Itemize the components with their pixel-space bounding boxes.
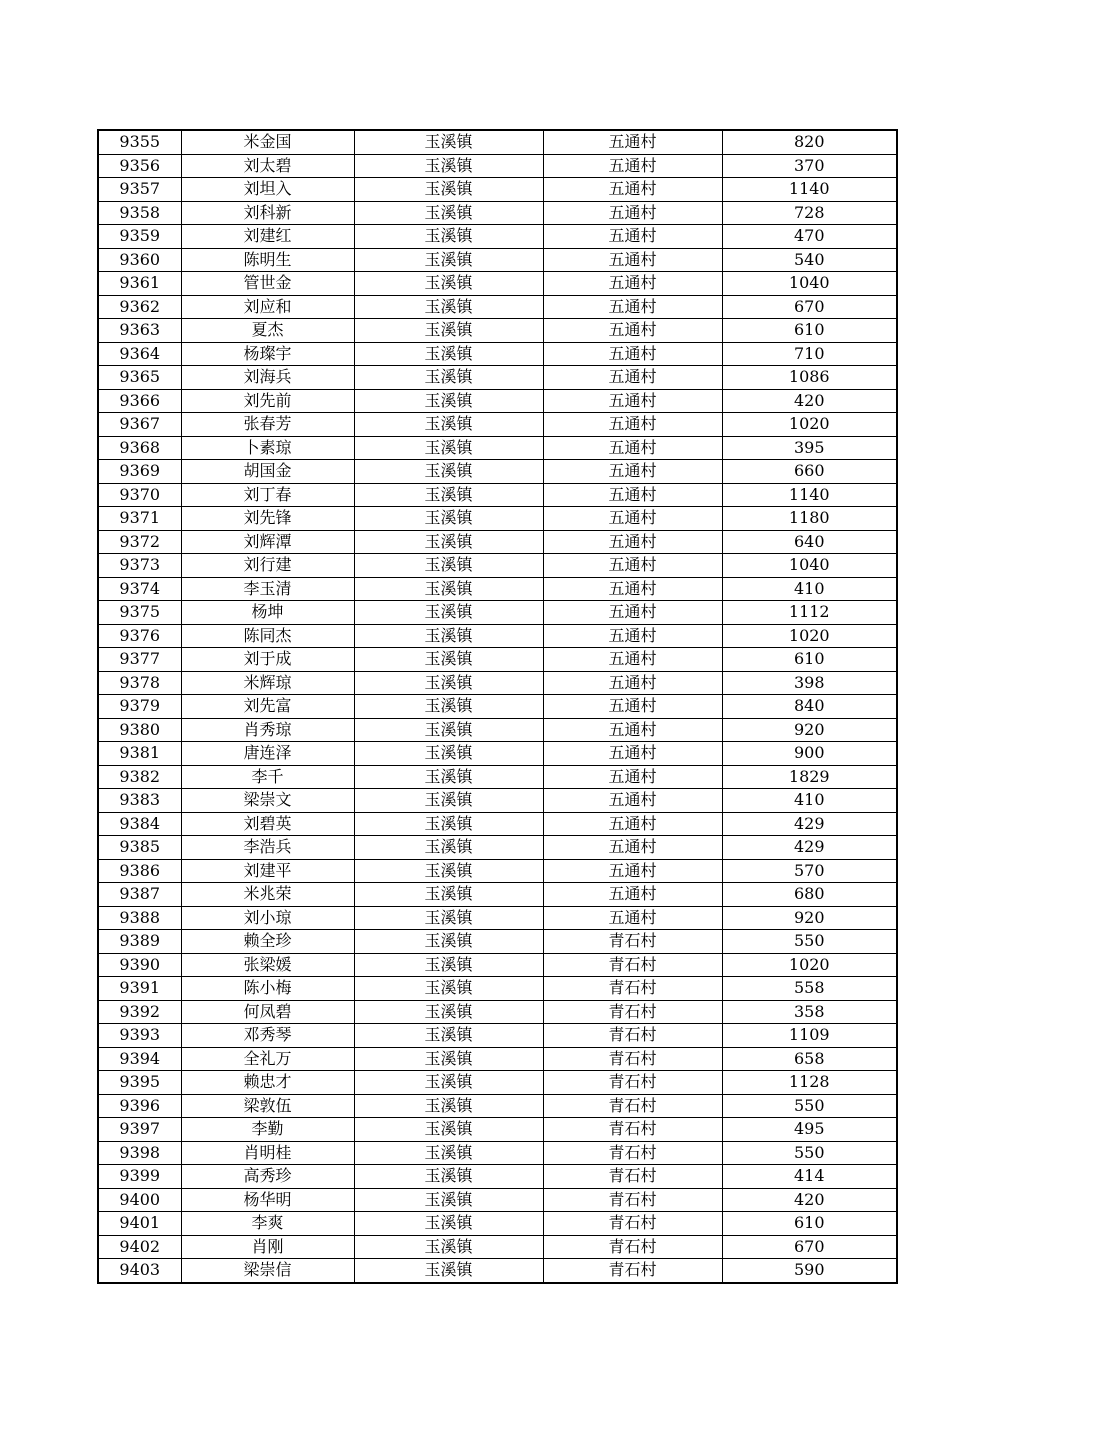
name-cell: 杨璨宇 (181, 342, 354, 366)
village-cell: 五通村 (543, 648, 722, 672)
village-cell: 青石村 (543, 953, 722, 977)
table-row (98, 977, 897, 1001)
serial-number-cell: 9369 (98, 460, 181, 484)
village-cell: 五通村 (543, 671, 722, 695)
table-row (98, 178, 897, 202)
serial-number-cell: 9368 (98, 436, 181, 460)
town-cell: 玉溪镇 (354, 530, 543, 554)
village-cell: 青石村 (543, 1212, 722, 1236)
village-cell: 五通村 (543, 554, 722, 578)
village-cell: 五通村 (543, 225, 722, 249)
name-cell: 刘应和 (181, 295, 354, 319)
serial-number-cell: 9372 (98, 530, 181, 554)
town-cell: 玉溪镇 (354, 859, 543, 883)
name-cell: 刘建平 (181, 859, 354, 883)
table-row (98, 1071, 897, 1095)
serial-number-cell: 9386 (98, 859, 181, 883)
name-cell: 李玉清 (181, 577, 354, 601)
amount-cell: 900 (722, 742, 897, 766)
village-cell: 五通村 (543, 201, 722, 225)
name-cell: 刘辉潭 (181, 530, 354, 554)
table-row (98, 765, 897, 789)
town-cell: 玉溪镇 (354, 836, 543, 860)
name-cell: 李爽 (181, 1212, 354, 1236)
town-cell: 玉溪镇 (354, 460, 543, 484)
amount-cell: 610 (722, 648, 897, 672)
serial-number-cell: 9387 (98, 883, 181, 907)
amount-cell: 920 (722, 906, 897, 930)
serial-number-cell: 9403 (98, 1259, 181, 1283)
village-cell: 五通村 (543, 789, 722, 813)
village-cell: 五通村 (543, 577, 722, 601)
village-cell: 青石村 (543, 1118, 722, 1142)
town-cell: 玉溪镇 (354, 201, 543, 225)
amount-cell: 660 (722, 460, 897, 484)
serial-number-cell: 9397 (98, 1118, 181, 1142)
table-row (98, 225, 897, 249)
amount-cell: 680 (722, 883, 897, 907)
town-cell: 玉溪镇 (354, 130, 543, 154)
serial-number-cell: 9381 (98, 742, 181, 766)
amount-cell: 1020 (722, 953, 897, 977)
village-cell: 五通村 (543, 154, 722, 178)
serial-number-cell: 9371 (98, 507, 181, 531)
village-cell: 青石村 (543, 1141, 722, 1165)
serial-number-cell: 9380 (98, 718, 181, 742)
table-row (98, 436, 897, 460)
town-cell: 玉溪镇 (354, 248, 543, 272)
serial-number-cell: 9389 (98, 930, 181, 954)
serial-number-cell: 9378 (98, 671, 181, 695)
town-cell: 玉溪镇 (354, 601, 543, 625)
town-cell: 玉溪镇 (354, 507, 543, 531)
amount-cell: 640 (722, 530, 897, 554)
amount-cell: 728 (722, 201, 897, 225)
name-cell: 李千 (181, 765, 354, 789)
serial-number-cell: 9360 (98, 248, 181, 272)
village-cell: 五通村 (543, 178, 722, 202)
village-cell: 五通村 (543, 624, 722, 648)
amount-cell: 610 (722, 319, 897, 343)
table-row (98, 1141, 897, 1165)
town-cell: 玉溪镇 (354, 154, 543, 178)
amount-cell: 420 (722, 389, 897, 413)
table-row (98, 624, 897, 648)
serial-number-cell: 9365 (98, 366, 181, 390)
table-row (98, 507, 897, 531)
village-cell: 五通村 (543, 906, 722, 930)
name-cell: 刘行建 (181, 554, 354, 578)
village-cell: 青石村 (543, 1235, 722, 1259)
serial-number-cell: 9392 (98, 1000, 181, 1024)
table-row (98, 319, 897, 343)
table-row (98, 1235, 897, 1259)
table-row (98, 272, 897, 296)
name-cell: 唐连泽 (181, 742, 354, 766)
serial-number-cell: 9398 (98, 1141, 181, 1165)
serial-number-cell: 9402 (98, 1235, 181, 1259)
table-row (98, 460, 897, 484)
table-row (98, 130, 897, 154)
amount-cell: 670 (722, 295, 897, 319)
amount-cell: 710 (722, 342, 897, 366)
serial-number-cell: 9393 (98, 1024, 181, 1048)
village-cell: 青石村 (543, 1259, 722, 1283)
amount-cell: 1109 (722, 1024, 897, 1048)
name-cell: 胡国金 (181, 460, 354, 484)
table-row (98, 648, 897, 672)
table-row (98, 1259, 897, 1283)
name-cell: 刘小琼 (181, 906, 354, 930)
amount-cell: 410 (722, 789, 897, 813)
name-cell: 陈小梅 (181, 977, 354, 1001)
serial-number-cell: 9391 (98, 977, 181, 1001)
table-row (98, 1165, 897, 1189)
town-cell: 玉溪镇 (354, 319, 543, 343)
serial-number-cell: 9362 (98, 295, 181, 319)
serial-number-cell: 9400 (98, 1188, 181, 1212)
serial-number-cell: 9401 (98, 1212, 181, 1236)
name-cell: 刘先富 (181, 695, 354, 719)
town-cell: 玉溪镇 (354, 718, 543, 742)
serial-number-cell: 9357 (98, 178, 181, 202)
data-table (97, 129, 898, 1284)
table-row (98, 413, 897, 437)
town-cell: 玉溪镇 (354, 1141, 543, 1165)
village-cell: 五通村 (543, 718, 722, 742)
amount-cell: 429 (722, 812, 897, 836)
name-cell: 夏杰 (181, 319, 354, 343)
amount-cell: 840 (722, 695, 897, 719)
amount-cell: 1128 (722, 1071, 897, 1095)
table-row (98, 1024, 897, 1048)
village-cell: 五通村 (543, 248, 722, 272)
village-cell: 五通村 (543, 742, 722, 766)
serial-number-cell: 9396 (98, 1094, 181, 1118)
name-cell: 刘建红 (181, 225, 354, 249)
name-cell: 肖秀琼 (181, 718, 354, 742)
town-cell: 玉溪镇 (354, 389, 543, 413)
village-cell: 五通村 (543, 389, 722, 413)
name-cell: 高秀珍 (181, 1165, 354, 1189)
town-cell: 玉溪镇 (354, 1024, 543, 1048)
town-cell: 玉溪镇 (354, 366, 543, 390)
serial-number-cell: 9356 (98, 154, 181, 178)
town-cell: 玉溪镇 (354, 671, 543, 695)
name-cell: 刘太碧 (181, 154, 354, 178)
name-cell: 何凤碧 (181, 1000, 354, 1024)
town-cell: 玉溪镇 (354, 695, 543, 719)
amount-cell: 398 (722, 671, 897, 695)
amount-cell: 610 (722, 1212, 897, 1236)
table-row (98, 695, 897, 719)
village-cell: 五通村 (543, 812, 722, 836)
name-cell: 刘科新 (181, 201, 354, 225)
village-cell: 青石村 (543, 1000, 722, 1024)
table-row (98, 295, 897, 319)
name-cell: 刘碧英 (181, 812, 354, 836)
amount-cell: 1180 (722, 507, 897, 531)
town-cell: 玉溪镇 (354, 413, 543, 437)
village-cell: 青石村 (543, 1165, 722, 1189)
name-cell: 陈明生 (181, 248, 354, 272)
amount-cell: 495 (722, 1118, 897, 1142)
serial-number-cell: 9374 (98, 577, 181, 601)
village-cell: 五通村 (543, 765, 722, 789)
table-row (98, 789, 897, 813)
town-cell: 玉溪镇 (354, 483, 543, 507)
name-cell: 张春芳 (181, 413, 354, 437)
name-cell: 邓秀琴 (181, 1024, 354, 1048)
town-cell: 玉溪镇 (354, 1235, 543, 1259)
town-cell: 玉溪镇 (354, 742, 543, 766)
table-row (98, 906, 897, 930)
town-cell: 玉溪镇 (354, 554, 543, 578)
name-cell: 刘坦入 (181, 178, 354, 202)
serial-number-cell: 9375 (98, 601, 181, 625)
table-row (98, 742, 897, 766)
village-cell: 五通村 (543, 859, 722, 883)
village-cell: 青石村 (543, 1024, 722, 1048)
name-cell: 刘于成 (181, 648, 354, 672)
town-cell: 玉溪镇 (354, 1212, 543, 1236)
name-cell: 李勤 (181, 1118, 354, 1142)
name-cell: 梁敦伍 (181, 1094, 354, 1118)
table-row (98, 671, 897, 695)
table-row (98, 859, 897, 883)
table-row (98, 248, 897, 272)
town-cell: 玉溪镇 (354, 1071, 543, 1095)
table-row (98, 483, 897, 507)
serial-number-cell: 9366 (98, 389, 181, 413)
serial-number-cell: 9388 (98, 906, 181, 930)
table-row (98, 1188, 897, 1212)
village-cell: 五通村 (543, 530, 722, 554)
village-cell: 五通村 (543, 507, 722, 531)
town-cell: 玉溪镇 (354, 648, 543, 672)
amount-cell: 550 (722, 1094, 897, 1118)
amount-cell: 1829 (722, 765, 897, 789)
amount-cell: 1140 (722, 178, 897, 202)
table-row (98, 366, 897, 390)
town-cell: 玉溪镇 (354, 930, 543, 954)
town-cell: 玉溪镇 (354, 953, 543, 977)
village-cell: 五通村 (543, 130, 722, 154)
name-cell: 米兆荣 (181, 883, 354, 907)
village-cell: 青石村 (543, 1071, 722, 1095)
table-body (98, 130, 897, 1283)
village-cell: 五通村 (543, 483, 722, 507)
amount-cell: 395 (722, 436, 897, 460)
table-row (98, 577, 897, 601)
table-row (98, 154, 897, 178)
town-cell: 玉溪镇 (354, 342, 543, 366)
town-cell: 玉溪镇 (354, 1047, 543, 1071)
town-cell: 玉溪镇 (354, 1259, 543, 1283)
table-row (98, 718, 897, 742)
town-cell: 玉溪镇 (354, 977, 543, 1001)
amount-cell: 1040 (722, 272, 897, 296)
name-cell: 杨华明 (181, 1188, 354, 1212)
name-cell: 刘海兵 (181, 366, 354, 390)
town-cell: 玉溪镇 (354, 789, 543, 813)
town-cell: 玉溪镇 (354, 295, 543, 319)
village-cell: 五通村 (543, 836, 722, 860)
serial-number-cell: 9370 (98, 483, 181, 507)
name-cell: 杨坤 (181, 601, 354, 625)
serial-number-cell: 9367 (98, 413, 181, 437)
village-cell: 五通村 (543, 460, 722, 484)
amount-cell: 1140 (722, 483, 897, 507)
amount-cell: 1086 (722, 366, 897, 390)
amount-cell: 670 (722, 1235, 897, 1259)
name-cell: 刘先锋 (181, 507, 354, 531)
amount-cell: 558 (722, 977, 897, 1001)
table-row (98, 601, 897, 625)
amount-cell: 414 (722, 1165, 897, 1189)
table-row (98, 1212, 897, 1236)
village-cell: 五通村 (543, 366, 722, 390)
table-row (98, 1118, 897, 1142)
village-cell: 五通村 (543, 272, 722, 296)
village-cell: 青石村 (543, 977, 722, 1001)
table-row (98, 1094, 897, 1118)
name-cell: 张梁媛 (181, 953, 354, 977)
village-cell: 五通村 (543, 319, 722, 343)
village-cell: 五通村 (543, 295, 722, 319)
name-cell: 陈同杰 (181, 624, 354, 648)
serial-number-cell: 9359 (98, 225, 181, 249)
name-cell: 赖全珍 (181, 930, 354, 954)
serial-number-cell: 9373 (98, 554, 181, 578)
amount-cell: 1112 (722, 601, 897, 625)
name-cell: 刘丁春 (181, 483, 354, 507)
amount-cell: 1020 (722, 413, 897, 437)
town-cell: 玉溪镇 (354, 577, 543, 601)
table-row (98, 930, 897, 954)
serial-number-cell: 9358 (98, 201, 181, 225)
serial-number-cell: 9382 (98, 765, 181, 789)
serial-number-cell: 9379 (98, 695, 181, 719)
serial-number-cell: 9384 (98, 812, 181, 836)
serial-number-cell: 9363 (98, 319, 181, 343)
town-cell: 玉溪镇 (354, 1000, 543, 1024)
name-cell: 米辉琼 (181, 671, 354, 695)
village-cell: 青石村 (543, 1188, 722, 1212)
table-row (98, 836, 897, 860)
town-cell: 玉溪镇 (354, 1094, 543, 1118)
name-cell: 梁崇信 (181, 1259, 354, 1283)
town-cell: 玉溪镇 (354, 812, 543, 836)
name-cell: 管世金 (181, 272, 354, 296)
serial-number-cell: 9399 (98, 1165, 181, 1189)
town-cell: 玉溪镇 (354, 272, 543, 296)
amount-cell: 550 (722, 930, 897, 954)
serial-number-cell: 9355 (98, 130, 181, 154)
town-cell: 玉溪镇 (354, 436, 543, 460)
name-cell: 全礼万 (181, 1047, 354, 1071)
name-cell: 卜素琼 (181, 436, 354, 460)
name-cell: 米金国 (181, 130, 354, 154)
table-row (98, 953, 897, 977)
serial-number-cell: 9377 (98, 648, 181, 672)
name-cell: 肖刚 (181, 1235, 354, 1259)
serial-number-cell: 9390 (98, 953, 181, 977)
table-row (98, 812, 897, 836)
table-row (98, 1047, 897, 1071)
amount-cell: 370 (722, 154, 897, 178)
village-cell: 青石村 (543, 930, 722, 954)
amount-cell: 540 (722, 248, 897, 272)
amount-cell: 590 (722, 1259, 897, 1283)
amount-cell: 920 (722, 718, 897, 742)
town-cell: 玉溪镇 (354, 765, 543, 789)
village-cell: 青石村 (543, 1047, 722, 1071)
village-cell: 五通村 (543, 436, 722, 460)
town-cell: 玉溪镇 (354, 624, 543, 648)
amount-cell: 658 (722, 1047, 897, 1071)
village-cell: 五通村 (543, 883, 722, 907)
table-row (98, 1000, 897, 1024)
town-cell: 玉溪镇 (354, 178, 543, 202)
serial-number-cell: 9364 (98, 342, 181, 366)
name-cell: 李浩兵 (181, 836, 354, 860)
table-row (98, 554, 897, 578)
name-cell: 梁崇文 (181, 789, 354, 813)
serial-number-cell: 9361 (98, 272, 181, 296)
amount-cell: 429 (722, 836, 897, 860)
serial-number-cell: 9394 (98, 1047, 181, 1071)
village-cell: 五通村 (543, 413, 722, 437)
amount-cell: 550 (722, 1141, 897, 1165)
village-cell: 五通村 (543, 601, 722, 625)
serial-number-cell: 9395 (98, 1071, 181, 1095)
town-cell: 玉溪镇 (354, 1118, 543, 1142)
town-cell: 玉溪镇 (354, 906, 543, 930)
amount-cell: 820 (722, 130, 897, 154)
table-row (98, 201, 897, 225)
amount-cell: 410 (722, 577, 897, 601)
village-cell: 五通村 (543, 342, 722, 366)
table-row (98, 883, 897, 907)
town-cell: 玉溪镇 (354, 883, 543, 907)
table-row (98, 530, 897, 554)
amount-cell: 470 (722, 225, 897, 249)
village-cell: 五通村 (543, 695, 722, 719)
village-cell: 青石村 (543, 1094, 722, 1118)
serial-number-cell: 9385 (98, 836, 181, 860)
name-cell: 肖明桂 (181, 1141, 354, 1165)
amount-cell: 1020 (722, 624, 897, 648)
table-row (98, 389, 897, 413)
name-cell: 刘先前 (181, 389, 354, 413)
amount-cell: 570 (722, 859, 897, 883)
table-row (98, 342, 897, 366)
town-cell: 玉溪镇 (354, 225, 543, 249)
amount-cell: 358 (722, 1000, 897, 1024)
name-cell: 赖忠才 (181, 1071, 354, 1095)
amount-cell: 1040 (722, 554, 897, 578)
serial-number-cell: 9376 (98, 624, 181, 648)
town-cell: 玉溪镇 (354, 1188, 543, 1212)
serial-number-cell: 9383 (98, 789, 181, 813)
town-cell: 玉溪镇 (354, 1165, 543, 1189)
amount-cell: 420 (722, 1188, 897, 1212)
